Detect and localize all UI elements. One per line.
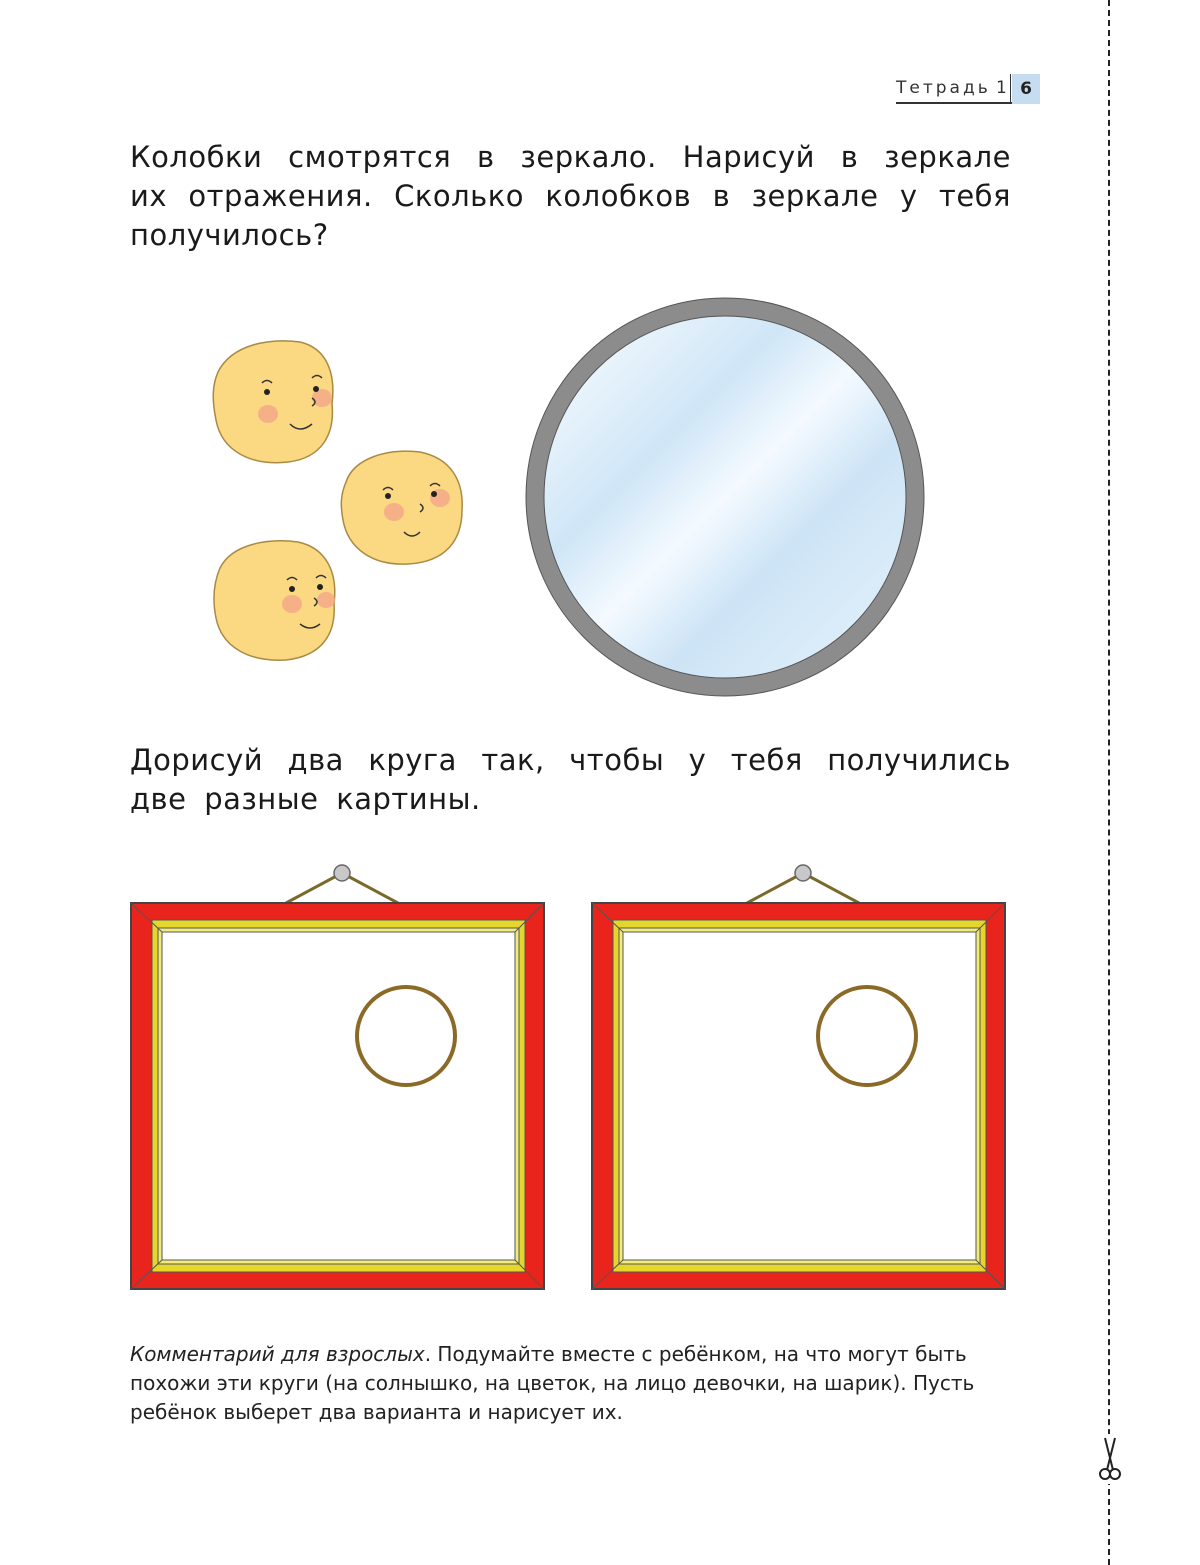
kolobok-icon (341, 451, 462, 564)
kolobok-icon (214, 541, 335, 660)
task-2-instruction: Дорисуй два круга так, чтобы у тебя получились две разные картины. (130, 743, 1011, 816)
mirror-icon (526, 298, 924, 696)
comment-body: . Подумайте вместе с ребёнком, на что могут быть похожи эти круги (на солнышко, на цветок, на лицо девочки, на шарик). Пусть ребёнок выберет два варианта и нарисует их. (130, 1342, 975, 1424)
page-number: 6 (1012, 74, 1040, 104)
picture-frame-icon (131, 865, 544, 1289)
picture-frame-icon (592, 865, 1005, 1289)
adult-comment (130, 1340, 1015, 1427)
task-1-instruction: Колобки смотрятся в зеркало. Нарисуй в зеркале их отражения. Сколько колобков в зеркале у тебя получилось? (130, 140, 1011, 252)
comment-lead: Комментарий для взрослых (130, 1342, 425, 1366)
kolobok-icon (213, 341, 333, 463)
notebook-number: 1 (996, 78, 1007, 98)
notebook-label: Тетрадь (896, 78, 991, 98)
